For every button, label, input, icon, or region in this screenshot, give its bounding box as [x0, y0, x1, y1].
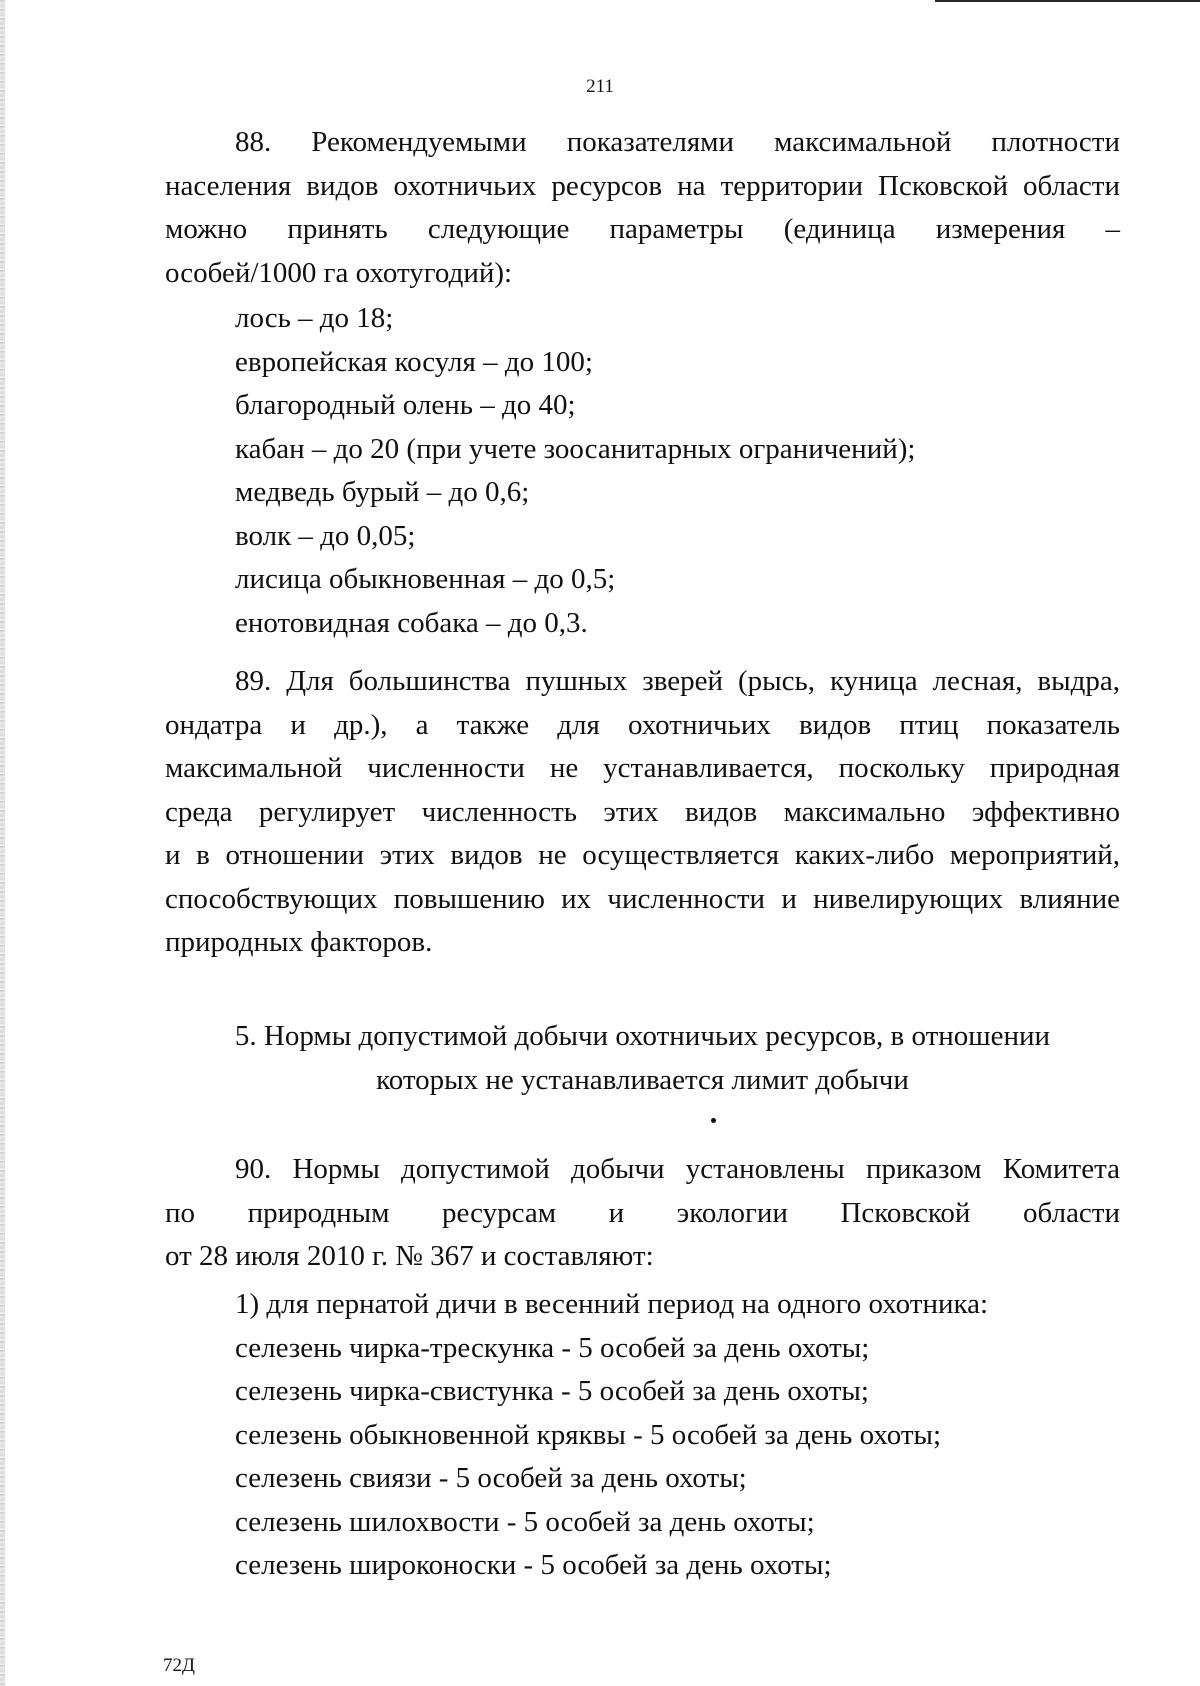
- list-item: лисица обыкновенная – до 0,5;: [235, 563, 616, 595]
- paragraph-line: 90. Нормы допустимой добычи установлены приказом Комитета: [235, 1153, 1120, 1185]
- paragraph-line: и в отношении этих видов не осуществляется каких-либо мероприятий,: [165, 839, 1120, 871]
- paragraph-89: [165, 660, 1120, 965]
- list-item: благородный олень – до 40;: [235, 389, 576, 421]
- paragraph-line: 88. Рекомендуемыми показателями максимальной плотности: [235, 126, 1120, 158]
- scan-edge-left: [0, 0, 5, 1686]
- heading-line: которых не устанавливается лимит добычи: [376, 1063, 909, 1096]
- paragraph-line: максимальной численности не устанавливается, поскольку природная: [165, 752, 1120, 784]
- list-item: селезень широконоски - 5 особей за день охоты;: [235, 1549, 832, 1581]
- paragraph-line: способствующих повышению их численности и нивелирующих влияние: [165, 882, 1120, 915]
- scan-speck: [711, 1118, 716, 1123]
- list-item: селезень чирка-трескунка - 5 особей за день охоты;: [235, 1331, 870, 1364]
- list-item: медведь бурый – до 0,6;: [235, 476, 530, 508]
- paragraph-line: населения видов охотничьих ресурсов на территории Псковской области: [165, 169, 1120, 202]
- paragraph-line: по природным ресурсам и экологии Псковской области: [165, 1196, 1120, 1229]
- list-item: селезень свиязи - 5 особей за день охоты;: [235, 1462, 747, 1494]
- section-heading: [165, 1015, 1120, 1102]
- paragraph-line: от 28 июля 2010 г. № 367 и составляют:: [165, 1240, 654, 1272]
- norms-list: [165, 1283, 1120, 1588]
- paragraph-line: 89. Для большинства пушных зверей (рысь, куница лесная, выдра,: [235, 665, 1120, 697]
- paragraph-line: ондатра и др.), а также для охотничьих видов птиц показатель: [165, 708, 1120, 741]
- paragraph-line: природных факторов.: [165, 926, 433, 958]
- page-number: 211: [586, 76, 614, 97]
- list-item: енотовидная собака – до 0,3.: [235, 606, 588, 639]
- list-item: кабан – до 20 (при учете зоосанитарных ограничений);: [235, 432, 916, 465]
- list-item: европейская косуля – до 100;: [235, 345, 593, 378]
- paragraph-88: [165, 121, 1120, 295]
- paragraph-line: можно принять следующие параметры (единица измерения –: [165, 213, 1120, 245]
- heading-line: 5. Нормы допустимой добычи охотничьих ресурсов, в отношении: [234, 1020, 1051, 1052]
- list-item: селезень обыкновенной кряквы - 5 особей за день охоты;: [235, 1418, 942, 1451]
- scan-edge-top: [935, 0, 1200, 2]
- list-item: лось – до 18;: [235, 302, 394, 334]
- density-list: [165, 297, 1120, 645]
- list-item: 1) для пернатой дичи в весенний период на одного охотника:: [235, 1288, 989, 1320]
- paragraph-line: особей/1000 га охотугодий):: [165, 256, 513, 289]
- paragraph-90: [165, 1148, 1120, 1279]
- list-item: селезень чирка-свистунка - 5 особей за день охоты;: [235, 1375, 869, 1407]
- footer-code: 72Д: [163, 1655, 195, 1676]
- list-item: волк – до 0,05;: [235, 519, 416, 552]
- list-item: селезень шилохвости - 5 особей за день охоты;: [235, 1505, 815, 1538]
- paragraph-line: среда регулирует численность этих видов максимально эффективно: [165, 795, 1120, 828]
